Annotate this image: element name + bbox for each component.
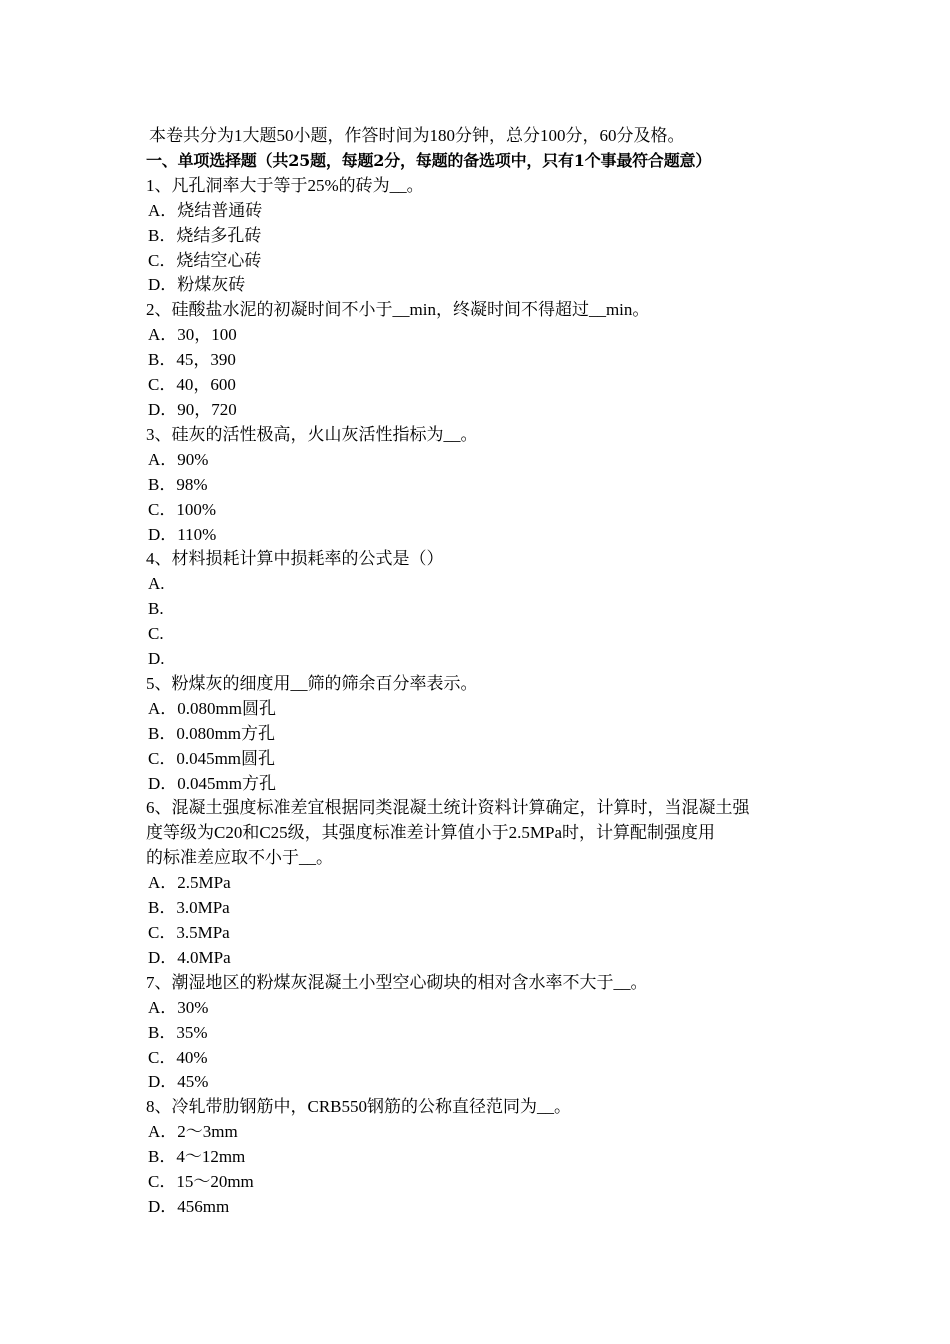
- option-d: D.: [148, 649, 165, 669]
- option-a: A．90%: [148, 449, 209, 469]
- exam-content: [146, 124, 816, 1220]
- option-b: B．4～12mm: [148, 1147, 246, 1167]
- option-c: C．15～20mm: [148, 1172, 254, 1192]
- option-c: C．40，600: [148, 375, 236, 395]
- exam-intro: 本卷共分为1大题50小题，作答时间为180分钟，总分100分，60分及格。: [149, 126, 685, 145]
- option-d: D．45%: [148, 1072, 209, 1092]
- question-stem-line: 6、混凝土强度标准差宜根据同类混凝土统计资料计算确定，计算时，当混凝土强: [146, 798, 750, 818]
- option-d: D．110%: [148, 524, 217, 544]
- option-b: B．烧结多孔砖: [148, 225, 262, 245]
- option-d: D．粉煤灰砖: [148, 275, 246, 295]
- option-a: A．30%: [148, 997, 209, 1017]
- option-d: D．456mm: [148, 1196, 230, 1216]
- option-b: B．45，390: [148, 350, 236, 370]
- option-c: C．烧结空心砖: [148, 250, 262, 270]
- option-b: B．0.080mm方孔: [148, 723, 276, 743]
- question-stem-line: 度等级为C20和C25级，其强度标准差计算值小于2.5MPa时，计算配制强度用: [146, 823, 716, 843]
- option-d: D．90，720: [148, 399, 237, 419]
- question-stem: 2、硅酸盐水泥的初凝时间不小于__min，终凝时间不得超过__min。: [146, 300, 650, 320]
- option-a: A．30，100: [148, 325, 237, 345]
- option-c: C．40%: [148, 1047, 208, 1067]
- question-stem: 8、冷轧带肋钢筋中，CRB550钢筋的公称直径范同为__。: [146, 1097, 572, 1117]
- question-stem: 1、凡孔洞率大于等于25%的砖为__。: [146, 175, 424, 195]
- question-stem: 7、潮湿地区的粉煤灰混凝土小型空心砌块的相对含水率不大于__。: [146, 972, 648, 992]
- option-c: C．3.5MPa: [148, 923, 230, 942]
- question-stem-line: 的标准差应取不小于__。: [146, 848, 333, 868]
- option-a: A．2～3mm: [148, 1122, 238, 1142]
- question-stem: 5、粉煤灰的细度用__筛的筛余百分率表示。: [146, 673, 478, 693]
- option-a: A．烧结普通砖: [148, 200, 263, 220]
- option-c: C．0.045mm圆孔: [148, 748, 276, 768]
- option-b: B．35%: [148, 1022, 208, 1042]
- question-stem: 3、硅灰的活性极高，火山灰活性指标为__。: [146, 424, 478, 444]
- question-stem: 4、材料损耗计算中损耗率的公式是（）: [146, 549, 444, 569]
- option-b: B．3.0MPa: [148, 898, 230, 918]
- option-d: D．0.045mm方孔: [148, 773, 276, 793]
- option-c: C．100%: [148, 499, 216, 519]
- option-a: A．0.080mm圆孔: [148, 698, 276, 718]
- option-a: A.: [148, 574, 165, 594]
- option-b: B．98%: [148, 474, 208, 494]
- option-d: D．4.0MPa: [148, 947, 231, 967]
- section-title: 一、单项选择题（共25题，每题2分，每题的备选项中，只有1个事最符合题意）: [146, 150, 712, 170]
- option-c: C.: [148, 624, 164, 644]
- option-a: A．2.5MPa: [148, 873, 231, 893]
- option-b: B.: [148, 599, 164, 619]
